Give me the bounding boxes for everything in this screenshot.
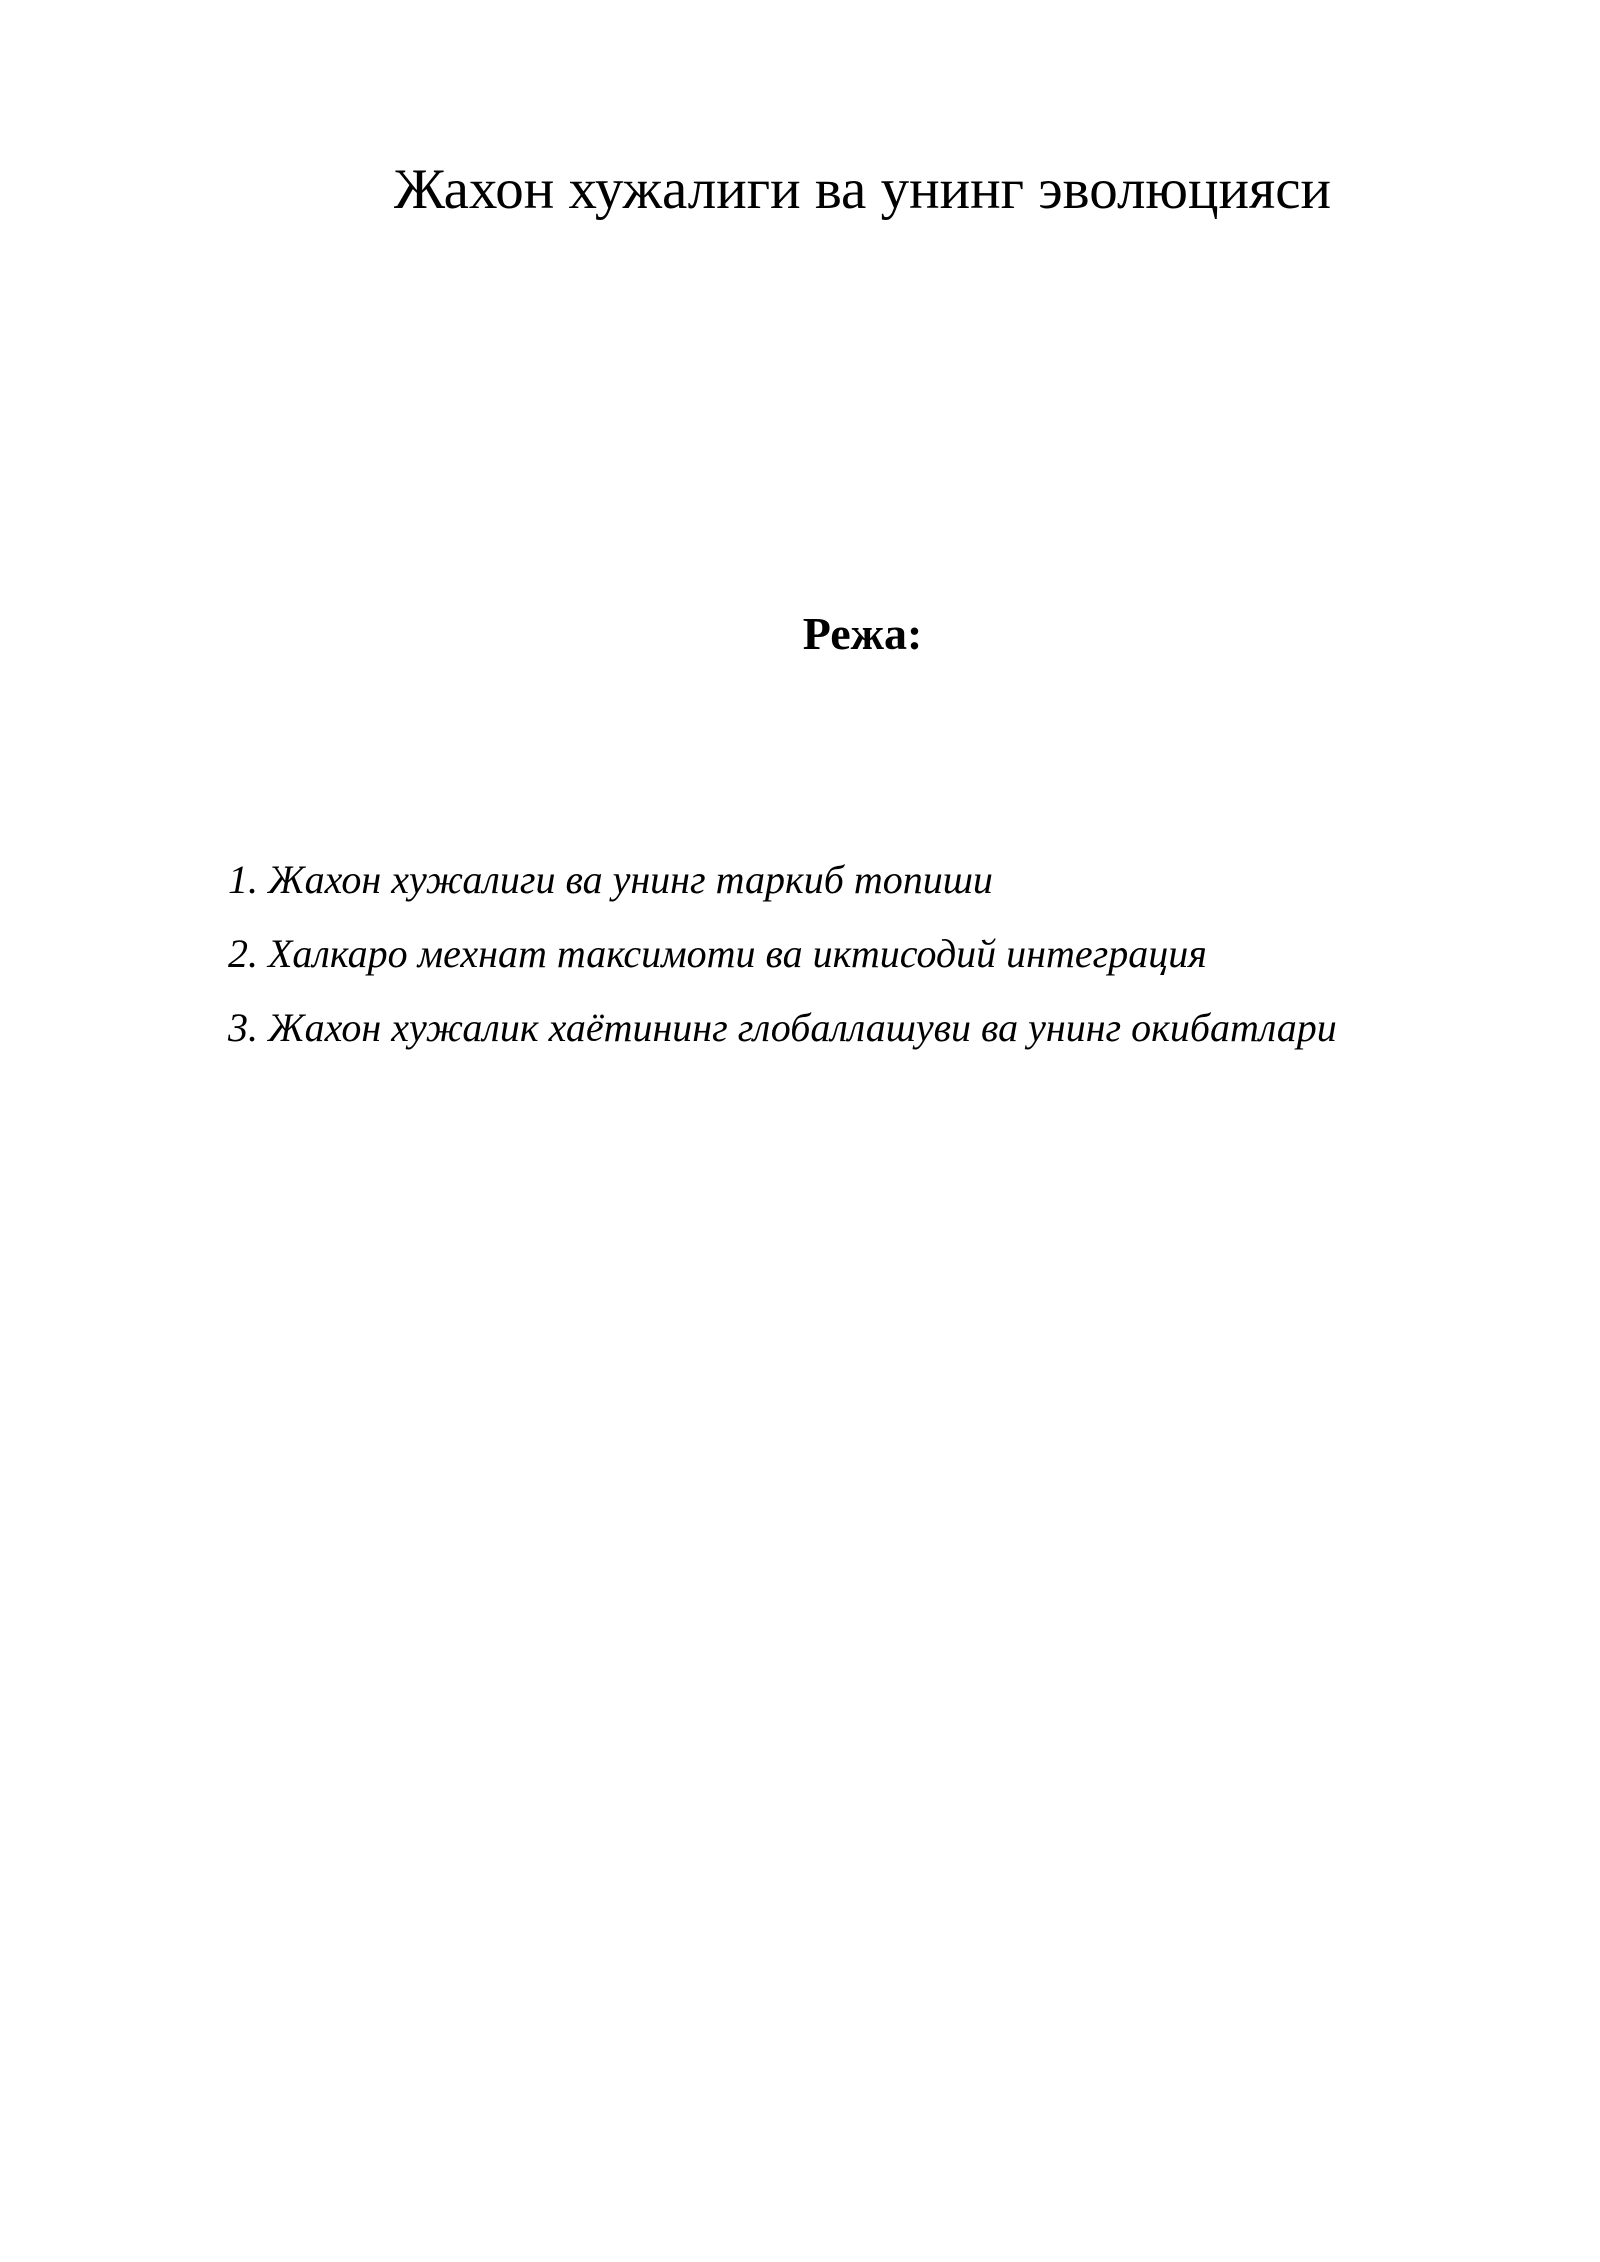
plan-item-number: 2. (228, 931, 258, 976)
plan-item-text: Халкаро мехнат таксимоти ва иктисодий интеграция (268, 931, 1207, 976)
plan-item-text: Жахон хужалик хаётининг глобаллашуви ва унинг окибатлари (268, 1005, 1337, 1050)
plan-item-number: 3. (228, 1005, 258, 1050)
document-title: Жахон хужалиги ва унинг эволюцияси (393, 158, 1332, 221)
plan-item-number: 1. (228, 857, 258, 902)
plan-item-text: Жахон хужалиги ва унинг таркиб топиши (268, 857, 993, 902)
plan-heading: Режа: (802, 608, 923, 659)
